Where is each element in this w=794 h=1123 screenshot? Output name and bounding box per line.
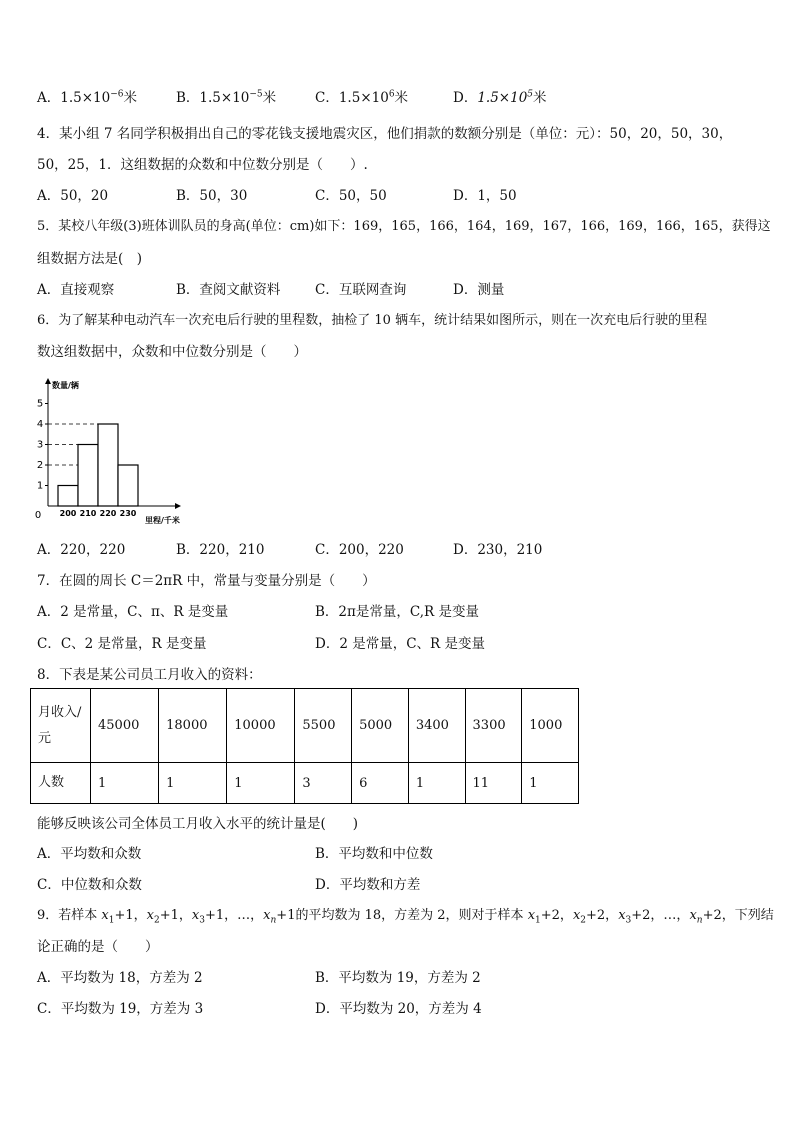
y-axis-label: 数量/辆 [52, 381, 79, 390]
q7-stem: 7．在圆的周长 C＝2πR 中，常量与变量分别是（ ） [37, 573, 376, 589]
q4-option-b: B．50，30 [176, 188, 248, 204]
q6-option-a: A．220，220 [37, 542, 126, 558]
q5-option-d: D．测量 [453, 282, 505, 298]
x-tick-label: 220 [99, 509, 117, 518]
income-cell: 5500 [295, 689, 352, 763]
count-cell: 11 [465, 763, 522, 804]
y-tick-label: 4 [36, 419, 44, 430]
x-axis-label: 里程/千米 [145, 516, 180, 525]
q9-stem-line2: 论正确的是（ ） [37, 939, 159, 955]
q6-option-c: C．200，220 [315, 542, 404, 558]
bar-230 [118, 465, 138, 506]
q4-option-d: D．1，50 [453, 188, 517, 204]
income-cell: 5000 [352, 689, 409, 763]
q9-option-b: B．平均数为 19，方差为 2 [315, 970, 481, 986]
bar-200 [58, 486, 78, 507]
q8-stem: 8．下表是某公司员工月收入的资料： [37, 667, 262, 683]
count-row [31, 763, 579, 804]
q5-option-b: B．查阅文献资料 [176, 282, 281, 298]
q9-option-a: A．平均数为 18，方差为 2 [37, 970, 203, 986]
count-cell: 1 [227, 763, 295, 804]
y-tick-label: 0 [34, 510, 42, 521]
x-tick-label: 200 [59, 509, 77, 518]
q8-option-c: C．中位数和众数 [37, 877, 142, 893]
count-cell: 6 [352, 763, 409, 804]
count-cell: 1 [159, 763, 227, 804]
q8-option-a: A．平均数和众数 [37, 846, 142, 862]
count-cell: 3 [295, 763, 352, 804]
y-tick-label: 5 [36, 398, 44, 410]
income-cell: 3300 [465, 689, 522, 763]
q5-stem-line2: 组数据方法是( ) [37, 251, 143, 267]
bar-220 [98, 424, 118, 506]
q8-option-b: B．平均数和中位数 [315, 846, 433, 862]
income-cell: 1000 [522, 689, 579, 763]
income-cell: 3400 [408, 689, 465, 763]
q4-option-a: A．50，20 [37, 188, 109, 204]
q6-option-d: D．230，210 [453, 542, 543, 558]
y-tick-label: 3 [36, 439, 44, 451]
q9-stem-line1: 9．若样本 $x_1+1$，$x_2+1$，$x_3+1$，…，$x_n+1$的平均数为 18，方差为 2，则对于样本 $x_1+2$，$x_2+2$，$x_3+2$，…，$x_n+2$，下列结 [37, 908, 774, 926]
count-cell: 1 [408, 763, 465, 804]
income-table [30, 688, 579, 804]
bar-210 [78, 445, 98, 507]
x-tick-label: 230 [119, 509, 137, 518]
income-cell: 45000 [91, 689, 159, 763]
count-cell: 1 [522, 763, 579, 804]
count-cell: 1 [91, 763, 159, 804]
x-tick-label: 210 [79, 509, 97, 518]
q5-option-a: A．直接观察 [37, 282, 115, 298]
y-tick-label: 1 [36, 480, 44, 492]
q4-stem-line1: 4．某小组 7 名同学积极捐出自己的零花钱支援地震灾区，他们捐款的数额分别是（单位：元）：50，20，50，30， [37, 126, 733, 142]
q7-option-b: B．2π是常量，C,R 是变量 [315, 604, 479, 620]
q4-option-c: C．50，50 [315, 188, 387, 204]
q7-option-c: C．C、2 是常量，R 是变量 [37, 636, 207, 652]
income-row [31, 689, 579, 763]
q8-question: 能够反映该公司全体员工月收入水平的统计量是( ) [37, 816, 359, 832]
q9-option-d: D．平均数为 20，方差为 4 [315, 1001, 482, 1017]
y-tick-label: 2 [36, 460, 44, 471]
q3-option-a: A．$1.5\times 10^{-6}$米 [37, 89, 137, 106]
mileage-bar-chart [30, 375, 200, 535]
q3-option-d: D．$1.5\times 10^5$米 [453, 89, 547, 106]
q5-option-c: C．互联网查询 [315, 282, 407, 298]
q7-option-d: D．2 是常量，C、R 是变量 [315, 636, 485, 652]
q6-stem-line1: 6．为了解某种电动汽车一次充电后行驶的里程数，抽检了 10 辆车，统计结果如图所示，则在一次充电后行驶的里程 [37, 313, 708, 328]
income-header-cell: 月收入/ 元 [31, 689, 91, 763]
q6-option-b: B．220，210 [176, 542, 265, 558]
q9-option-c: C．平均数为 19，方差为 3 [37, 1001, 204, 1017]
q4-stem-line2: 50，25，1．这组数据的众数和中位数分别是（ ）. [37, 157, 368, 173]
income-cell: 18000 [159, 689, 227, 763]
q6-stem-line2: 数这组数据中，众数和中位数分别是（ ） [37, 344, 307, 360]
q7-option-a: A．2 是常量，C、π、R 是变量 [37, 604, 229, 620]
q8-option-d: D．平均数和方差 [315, 877, 421, 893]
q3-option-c: C．$1.5\times 10^6$米 [315, 89, 409, 106]
income-cell: 10000 [227, 689, 295, 763]
q5-stem-line1: 5．某校八年级(3)班体训队员的身高(单位：cm)如下：169，165，166，164，169，167，166，169，166，165，获得这 [37, 219, 771, 234]
count-header-cell: 人数 [31, 763, 91, 804]
q3-option-b: B．$1.5\times 10^{-5}$米 [176, 89, 277, 106]
